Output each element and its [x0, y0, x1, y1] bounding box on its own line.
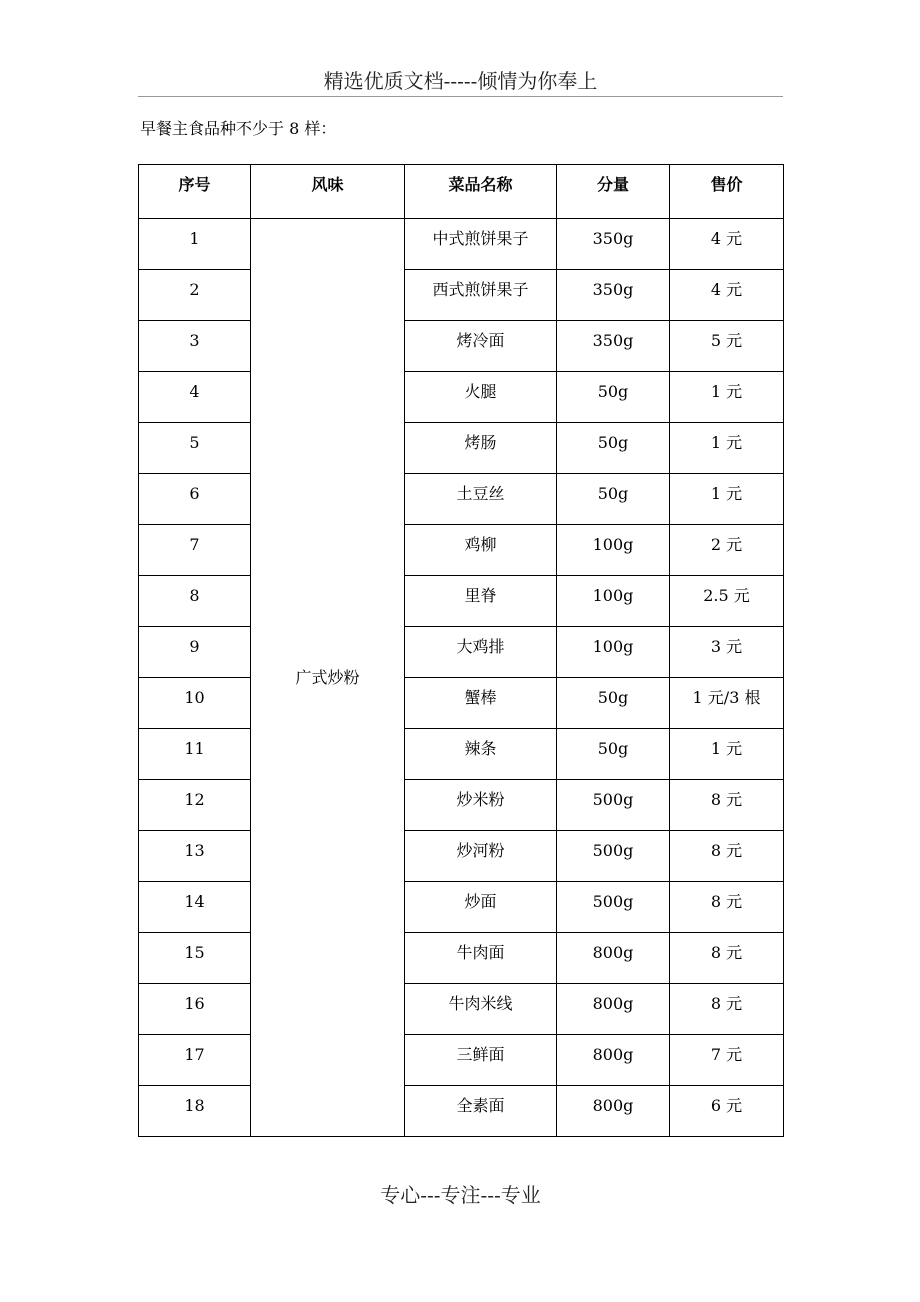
cell-no: 4	[139, 372, 251, 423]
cell-price: 3 元	[670, 627, 784, 678]
table-row	[139, 933, 784, 984]
cell-price: 1 元	[670, 729, 784, 780]
column-header-portion: 分量	[557, 165, 670, 219]
cell-no: 1	[139, 219, 251, 270]
cell-dish-name: 里脊	[405, 576, 557, 627]
cell-dish-name: 辣条	[405, 729, 557, 780]
cell-portion: 350g	[557, 321, 670, 372]
cell-portion: 500g	[557, 831, 670, 882]
table-row	[139, 576, 784, 627]
table-row	[139, 372, 784, 423]
cell-no: 14	[139, 882, 251, 933]
cell-portion: 500g	[557, 780, 670, 831]
cell-dish-name: 蟹棒	[405, 678, 557, 729]
cell-portion: 800g	[557, 1035, 670, 1086]
cell-no: 7	[139, 525, 251, 576]
cell-price: 8 元	[670, 882, 784, 933]
cell-no: 5	[139, 423, 251, 474]
table-row	[139, 219, 784, 270]
cell-price: 2.5 元	[670, 576, 784, 627]
cell-portion: 50g	[557, 423, 670, 474]
cell-price: 7 元	[670, 1035, 784, 1086]
cell-dish-name: 鸡柳	[405, 525, 557, 576]
column-header-price: 售价	[670, 165, 784, 219]
cell-price: 5 元	[670, 321, 784, 372]
intro-text: 早餐主食品种不少于 8 样：	[140, 119, 337, 138]
cell-no: 10	[139, 678, 251, 729]
cell-price: 8 元	[670, 780, 784, 831]
cell-dish-name: 炒面	[405, 882, 557, 933]
table-row	[139, 831, 784, 882]
cell-no: 13	[139, 831, 251, 882]
page-footer: 专心---专注---专业	[380, 1183, 541, 1207]
column-header-flavor: 风味	[251, 165, 405, 219]
cell-dish-name: 大鸡排	[405, 627, 557, 678]
cell-dish-name: 全素面	[405, 1086, 557, 1137]
column-header-no: 序号	[139, 165, 251, 219]
cell-portion: 50g	[557, 372, 670, 423]
cell-portion: 100g	[557, 525, 670, 576]
cell-portion: 350g	[557, 219, 670, 270]
cell-no: 6	[139, 474, 251, 525]
cell-price: 8 元	[670, 933, 784, 984]
header-divider	[138, 96, 783, 97]
cell-dish-name: 炒河粉	[405, 831, 557, 882]
menu-table-body	[139, 219, 784, 1137]
cell-dish-name: 土豆丝	[405, 474, 557, 525]
menu-table	[138, 164, 784, 1137]
table-row	[139, 474, 784, 525]
column-header-name: 菜品名称	[405, 165, 557, 219]
table-row	[139, 423, 784, 474]
cell-dish-name: 炒米粉	[405, 780, 557, 831]
table-row	[139, 1086, 784, 1137]
cell-portion: 100g	[557, 576, 670, 627]
cell-price: 1 元	[670, 372, 784, 423]
table-row	[139, 321, 784, 372]
table-row	[139, 1035, 784, 1086]
cell-dish-name: 三鲜面	[405, 1035, 557, 1086]
cell-portion: 500g	[557, 882, 670, 933]
cell-no: 3	[139, 321, 251, 372]
cell-portion: 350g	[557, 270, 670, 321]
cell-portion: 50g	[557, 729, 670, 780]
page-header: 精选优质文档-----倾情为你奉上	[323, 69, 598, 93]
cell-portion: 800g	[557, 1086, 670, 1137]
cell-no: 11	[139, 729, 251, 780]
cell-portion: 50g	[557, 678, 670, 729]
cell-dish-name: 牛肉面	[405, 933, 557, 984]
table-row	[139, 984, 784, 1035]
table-row	[139, 729, 784, 780]
table-header-row	[139, 165, 784, 219]
cell-dish-name: 烤肠	[405, 423, 557, 474]
cell-no: 16	[139, 984, 251, 1035]
cell-price: 1 元	[670, 423, 784, 474]
cell-no: 9	[139, 627, 251, 678]
cell-price: 1 元	[670, 474, 784, 525]
table-row	[139, 525, 784, 576]
cell-no: 2	[139, 270, 251, 321]
cell-price: 8 元	[670, 984, 784, 1035]
cell-flavor: 广式炒粉	[251, 219, 405, 1137]
cell-price: 4 元	[670, 270, 784, 321]
cell-portion: 800g	[557, 984, 670, 1035]
cell-price: 2 元	[670, 525, 784, 576]
cell-no: 12	[139, 780, 251, 831]
table-row	[139, 270, 784, 321]
cell-no: 18	[139, 1086, 251, 1137]
cell-dish-name: 火腿	[405, 372, 557, 423]
cell-dish-name: 西式煎饼果子	[405, 270, 557, 321]
table-row	[139, 780, 784, 831]
cell-price: 4 元	[670, 219, 784, 270]
cell-dish-name: 烤冷面	[405, 321, 557, 372]
cell-no: 15	[139, 933, 251, 984]
cell-no: 8	[139, 576, 251, 627]
table-row	[139, 678, 784, 729]
cell-price: 8 元	[670, 831, 784, 882]
cell-dish-name: 牛肉米线	[405, 984, 557, 1035]
cell-portion: 800g	[557, 933, 670, 984]
cell-portion: 50g	[557, 474, 670, 525]
cell-portion: 100g	[557, 627, 670, 678]
cell-dish-name: 中式煎饼果子	[405, 219, 557, 270]
table-row	[139, 627, 784, 678]
cell-price: 6 元	[670, 1086, 784, 1137]
table-row	[139, 882, 784, 933]
cell-no: 17	[139, 1035, 251, 1086]
cell-price: 1 元/3 根	[670, 678, 784, 729]
